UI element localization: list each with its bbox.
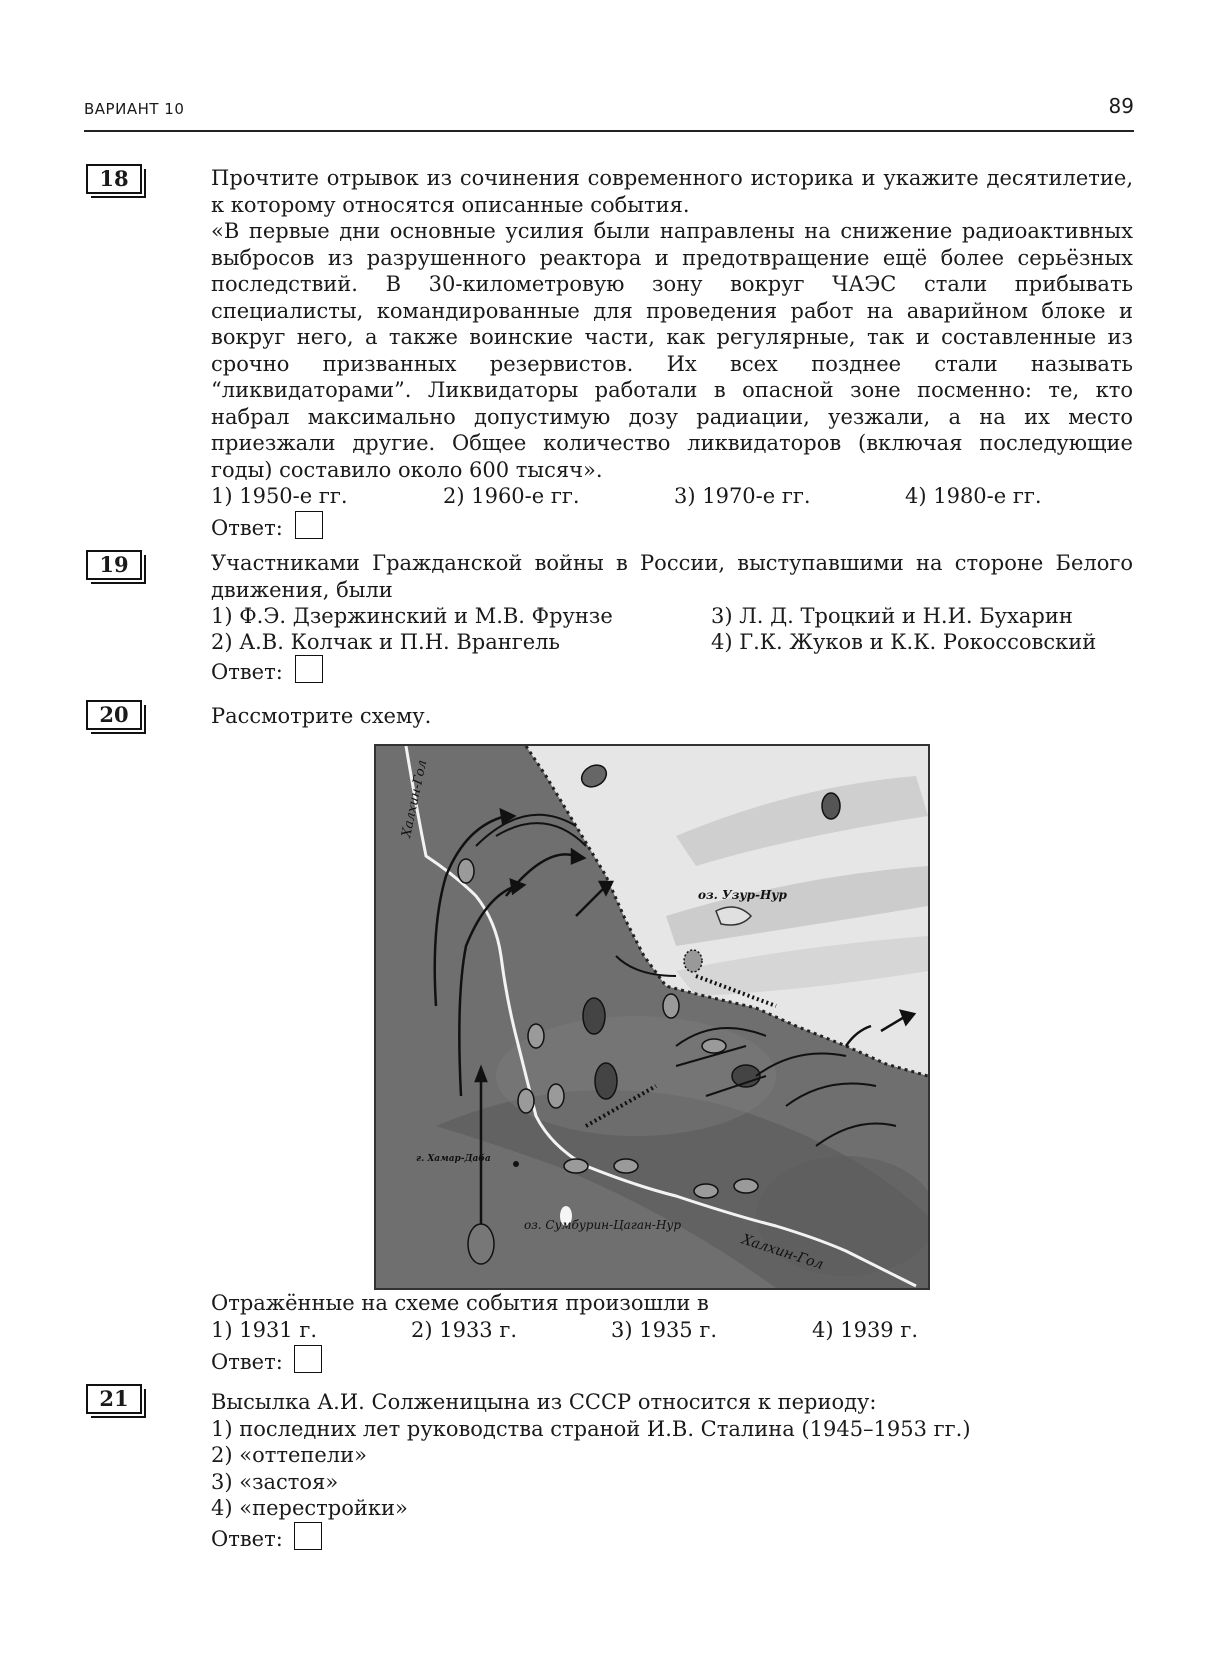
q21-answer-label: Ответ: xyxy=(211,1526,283,1551)
question-number-20: 20 xyxy=(86,700,142,730)
q20-answer xyxy=(211,1345,1133,1379)
q20-options xyxy=(211,1317,1133,1345)
q19-option-2[interactable]: 2) А.В. Колчак и П.Н. Врангель xyxy=(211,630,560,654)
q19-option-3[interactable]: 3) Л. Д. Троцкий и Н.И. Бухарин xyxy=(711,604,1073,628)
question-21 xyxy=(211,1389,1133,1556)
q19-answer xyxy=(211,655,1133,689)
q18-quote: «В первые дни основные усилия были направлены на снижение радиоактивных выбросов из разрушенного реактора и предотвращение ещё более серьёзных последствий. В 30-километровую зону вокруг ЧАЭС стали прибывать специалисты, командированные для проведения работ на аварийном блоке и вокруг него, а также воинские части, как регулярные, так и составленные из срочно призванных резервистов. Их всех позднее стали называть “ликвидаторами”. Ликвидаторы работали в опасной зоне посменно: те, кто набрал максимально допустимую дозу радиации, уезжали, а на их место приезжали другие. Общее количество ликвидаторов (включая последующие годы) составило около 600 тысяч». xyxy=(211,219,1133,482)
q21-option-1[interactable]: 1) последних лет руководства страной И.В. Сталина (1945–1953 гг.) xyxy=(211,1416,971,1441)
variant-title: ВАРИАНТ 10 xyxy=(84,100,185,118)
page-number: 89 xyxy=(1108,94,1134,118)
q21-prompt: Высылка А.И. Солженицына из СССР относится к периоду: xyxy=(211,1390,877,1414)
q20-answer-box[interactable] xyxy=(294,1345,322,1373)
q20-question: Отражённые на схеме события произошли в xyxy=(211,1291,709,1315)
question-20-body xyxy=(211,1290,1133,1379)
q21-option-2[interactable]: 2) «оттепели» xyxy=(211,1443,367,1467)
q18-option-1[interactable]: 1) 1950-е гг. xyxy=(211,484,348,508)
q20-option-1[interactable]: 1) 1931 г. xyxy=(211,1317,318,1342)
battle-map-svg xyxy=(376,746,928,1288)
q18-answer-box[interactable] xyxy=(295,511,323,539)
q18-option-4[interactable]: 4) 1980-е гг. xyxy=(905,484,1042,508)
q18-prompt: Прочтите отрывок из сочинения современного историка и укажите десятилетие, к которому относятся описанные события. xyxy=(211,166,1133,217)
q19-option-4[interactable]: 4) Г.К. Жуков и К.К. Рокоссовский xyxy=(711,630,1097,654)
q21-option-3[interactable]: 3) «застоя» xyxy=(211,1469,339,1494)
q21-answer xyxy=(211,1522,1133,1556)
q21-answer-box[interactable] xyxy=(294,1522,322,1550)
q18-answer xyxy=(211,511,1133,545)
q20-answer-label: Ответ: xyxy=(211,1349,283,1374)
battle-map xyxy=(374,744,930,1290)
question-number-19: 19 xyxy=(86,550,142,580)
q20-option-3[interactable]: 3) 1935 г. xyxy=(611,1317,718,1342)
question-18 xyxy=(211,165,1133,545)
q20-prompt: Рассмотрите схему. xyxy=(211,704,432,728)
label-lake-uzur: оз. Узур-Нур xyxy=(698,888,787,902)
label-lake-sumbur: оз. Сумбурин-Цаган-Нур xyxy=(524,1218,682,1232)
question-19 xyxy=(211,550,1133,689)
q19-option-1[interactable]: 1) Ф.Э. Дзержинский и М.В. Фрунзе xyxy=(211,604,613,628)
q18-option-3[interactable]: 3) 1970-е гг. xyxy=(674,484,811,508)
q18-answer-label: Ответ: xyxy=(211,516,283,540)
q18-options xyxy=(211,483,1133,511)
question-number-21: 21 xyxy=(86,1384,142,1414)
q21-option-4[interactable]: 4) «перестройки» xyxy=(211,1496,408,1520)
q19-answer-box[interactable] xyxy=(295,655,323,683)
label-hill: г. Хамар-Даба xyxy=(416,1154,491,1164)
q18-option-2[interactable]: 2) 1960-е гг. xyxy=(443,484,580,508)
q20-option-4[interactable]: 4) 1939 г. xyxy=(812,1317,919,1342)
question-number-18: 18 xyxy=(86,164,142,194)
label-river-top: Халхин-Гол xyxy=(399,758,431,839)
page-header xyxy=(84,94,1134,132)
q20-option-2[interactable]: 2) 1933 г. xyxy=(411,1317,518,1342)
q19-answer-label: Ответ: xyxy=(211,660,283,684)
q19-options xyxy=(211,603,1133,655)
label-river-bottom: Халхин-Гол xyxy=(739,1231,826,1273)
q19-prompt: Участниками Гражданской войны в России, выступавшими на стороне Белого движения, были xyxy=(211,551,1133,602)
